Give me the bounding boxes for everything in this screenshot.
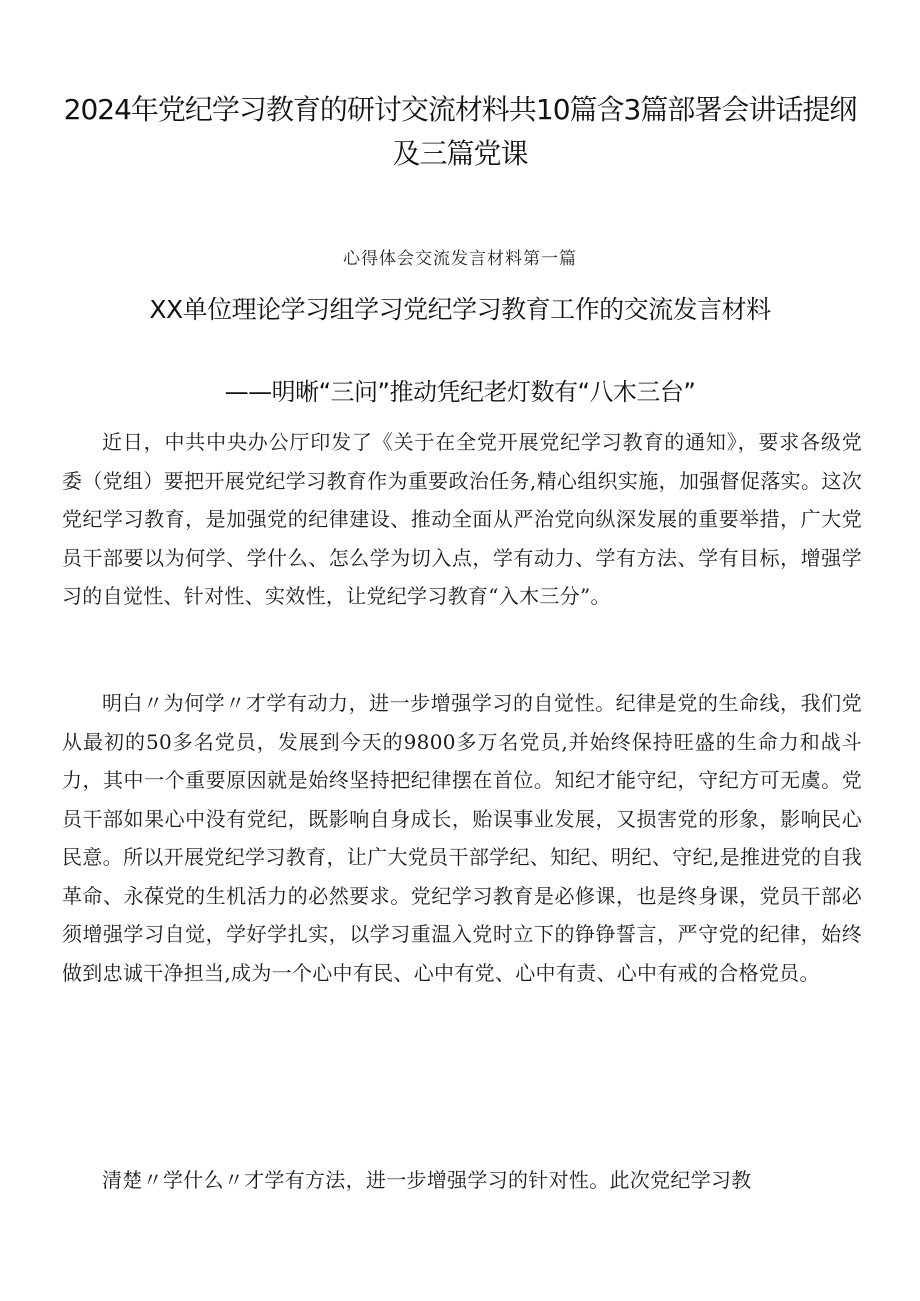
body-paragraph: 清楚〃学什么〃才学有方法，进一步增强学习的针对性。此次党纪学习教 (102, 1168, 752, 1192)
section-label: 心得体会交流发言材料第一篇 (343, 249, 577, 269)
document-title: 2024年党纪学习教育的研讨交流材料共10篇含3篇部署会讲话提纲及三篇党课 (63, 93, 857, 170)
article-title: XX单位理论学习组学习党纪学习教育工作的交流发言材料 (149, 295, 771, 324)
article-subtitle: ——明晰“三问”推动凭纪老灯数有“八木三台” (224, 378, 696, 406)
body-paragraph: 明白〃为何学〃才学有动力，进一步增强学习的自觉性。纪律是党的生命线，我们党从最初的50多名党员，发展到今天的9800多万名党员,并始终保持旺盛的生命力和战斗力，其中一个重要原因就是始终坚持把纪律摆在首位。知纪才能守纪，守纪方可无虞。党员干部如果心中没有党纪，既影响自身成长，贻误事业发展，又损害党的形象，影响民心民意。所以开展党纪学习教育，让广大党员干部学纪、知纪、明纪、守纪,是推进党的自我革命、永葆党的生机活力的必然要求。党纪学习教育是必修课，也是终身课，党员干部必须增强学习自觉，学好学扎实，以学习重温入党时立下的铮铮誓言，严守党的纪律，始终做到忠诚干净担当,成为一个心中有民、心中有党、心中有责、心中有戒的合格党员。 (62, 691, 862, 985)
body-paragraph: 近日，中共中央办公厅印发了《关于在全党开展党纪学习教育的通知》，要求各级党委（党组）要把开展党纪学习教育作为重要政治任务,精心组织实施，加强督促落实。这次党纪学习教育，是加强党的纪律建设、推动全面从严治党向纵深发展的重要举措，广大党员干部要以为何学、学什么、怎么学为切入点，学有动力、学有方法、学有目标，增强学习的自觉性、针对性、实效性，让党纪学习教育“入木三分”。 (62, 430, 862, 608)
